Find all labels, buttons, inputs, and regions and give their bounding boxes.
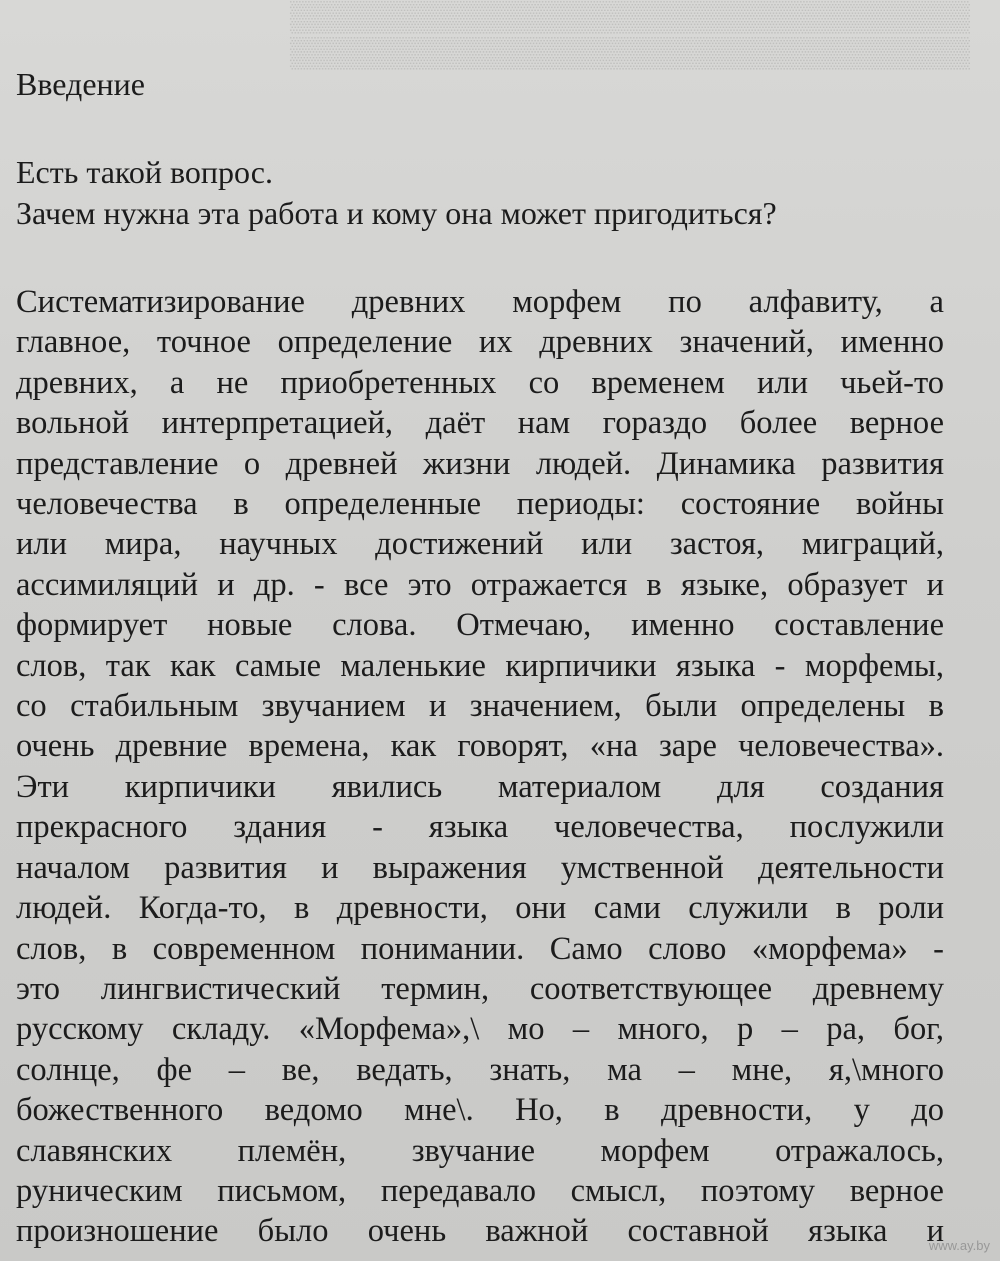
body-line: произношение было очень важной составной языка и [16, 1213, 944, 1250]
watermark: www.ay.by [928, 1238, 990, 1253]
body-line: главное, точное определение их древних значений, именно [16, 324, 944, 361]
body-line: ассимиляций и др. - все это отражается в языке, образует и [16, 566, 944, 603]
body-line: представление о древней жизни людей. Динамика развития [16, 445, 944, 482]
body-line: человечества в определенные периоды: состояние войны [16, 486, 944, 523]
intro-line: Зачем нужна эта работа и кому она может пригодиться? [16, 195, 777, 231]
body-line: прекрасного здания - языка человечества, послужили [16, 809, 944, 846]
body-line: людей. Когда-то, в древности, они сами служили в роли [16, 890, 944, 927]
body-line: очень древние времена, как говорят, «на заре человечества». [16, 728, 944, 765]
body-line: вольной интерпретацией, даёт нам гораздо более верное [16, 405, 944, 442]
body-line: древних, а не приобретенных со временем или чьей-то [16, 364, 944, 401]
body-line: солнце, фе – ве, ведать, знать, ма – мне, я,\много [16, 1051, 944, 1088]
body-line: русскому складу. «Морфема»,\ мо – много, р – ра, бог, [16, 1011, 944, 1048]
body-line: божественного ведомо мне\. Но, в древности, у до [16, 1092, 944, 1129]
body-line: славянских племён, звучание морфем отражалось, [16, 1132, 944, 1169]
body-line: со стабильным звучанием и значением, были определены в [16, 688, 944, 725]
intro-line: Есть такой вопрос. [16, 154, 273, 190]
body-line: формирует новые слова. Отмечаю, именно составление [16, 607, 944, 644]
body-line: Систематизирование древних морфем по алфавиту, а [16, 284, 944, 320]
intro-question [16, 152, 976, 234]
bleed-through-text: ▒▒▒▒▒▒▒▒▒▒▒▒▒▒▒▒▒▒▒▒▒▒▒▒▒▒▒▒▒▒▒▒ [289, 0, 970, 33]
body-line: Эти кирпичики явились материалом для создания [16, 768, 944, 805]
body-line: слов, так как самые маленькие кирпичики языка - морфемы, [16, 647, 944, 684]
body-paragraph [16, 282, 944, 1252]
body-line: началом развития и выражения умственной деятельности [16, 849, 944, 886]
bleed-through-text: ▒▒▒▒▒▒▒▒▒▒▒▒▒▒▒▒▒▒▒▒▒▒▒▒▒▒▒▒▒▒▒▒ [289, 36, 970, 69]
body-line: руническим письмом, передавало смысл, поэтому верное [16, 1172, 944, 1209]
body-line: или мира, научных достижений или застоя, миграций, [16, 526, 944, 563]
body-line: это лингвистический термин, соответствующее древнему [16, 970, 944, 1007]
section-heading: Введение [16, 66, 145, 102]
body-line: слов, в современном понимании. Само слово «морфема» - [16, 930, 944, 967]
